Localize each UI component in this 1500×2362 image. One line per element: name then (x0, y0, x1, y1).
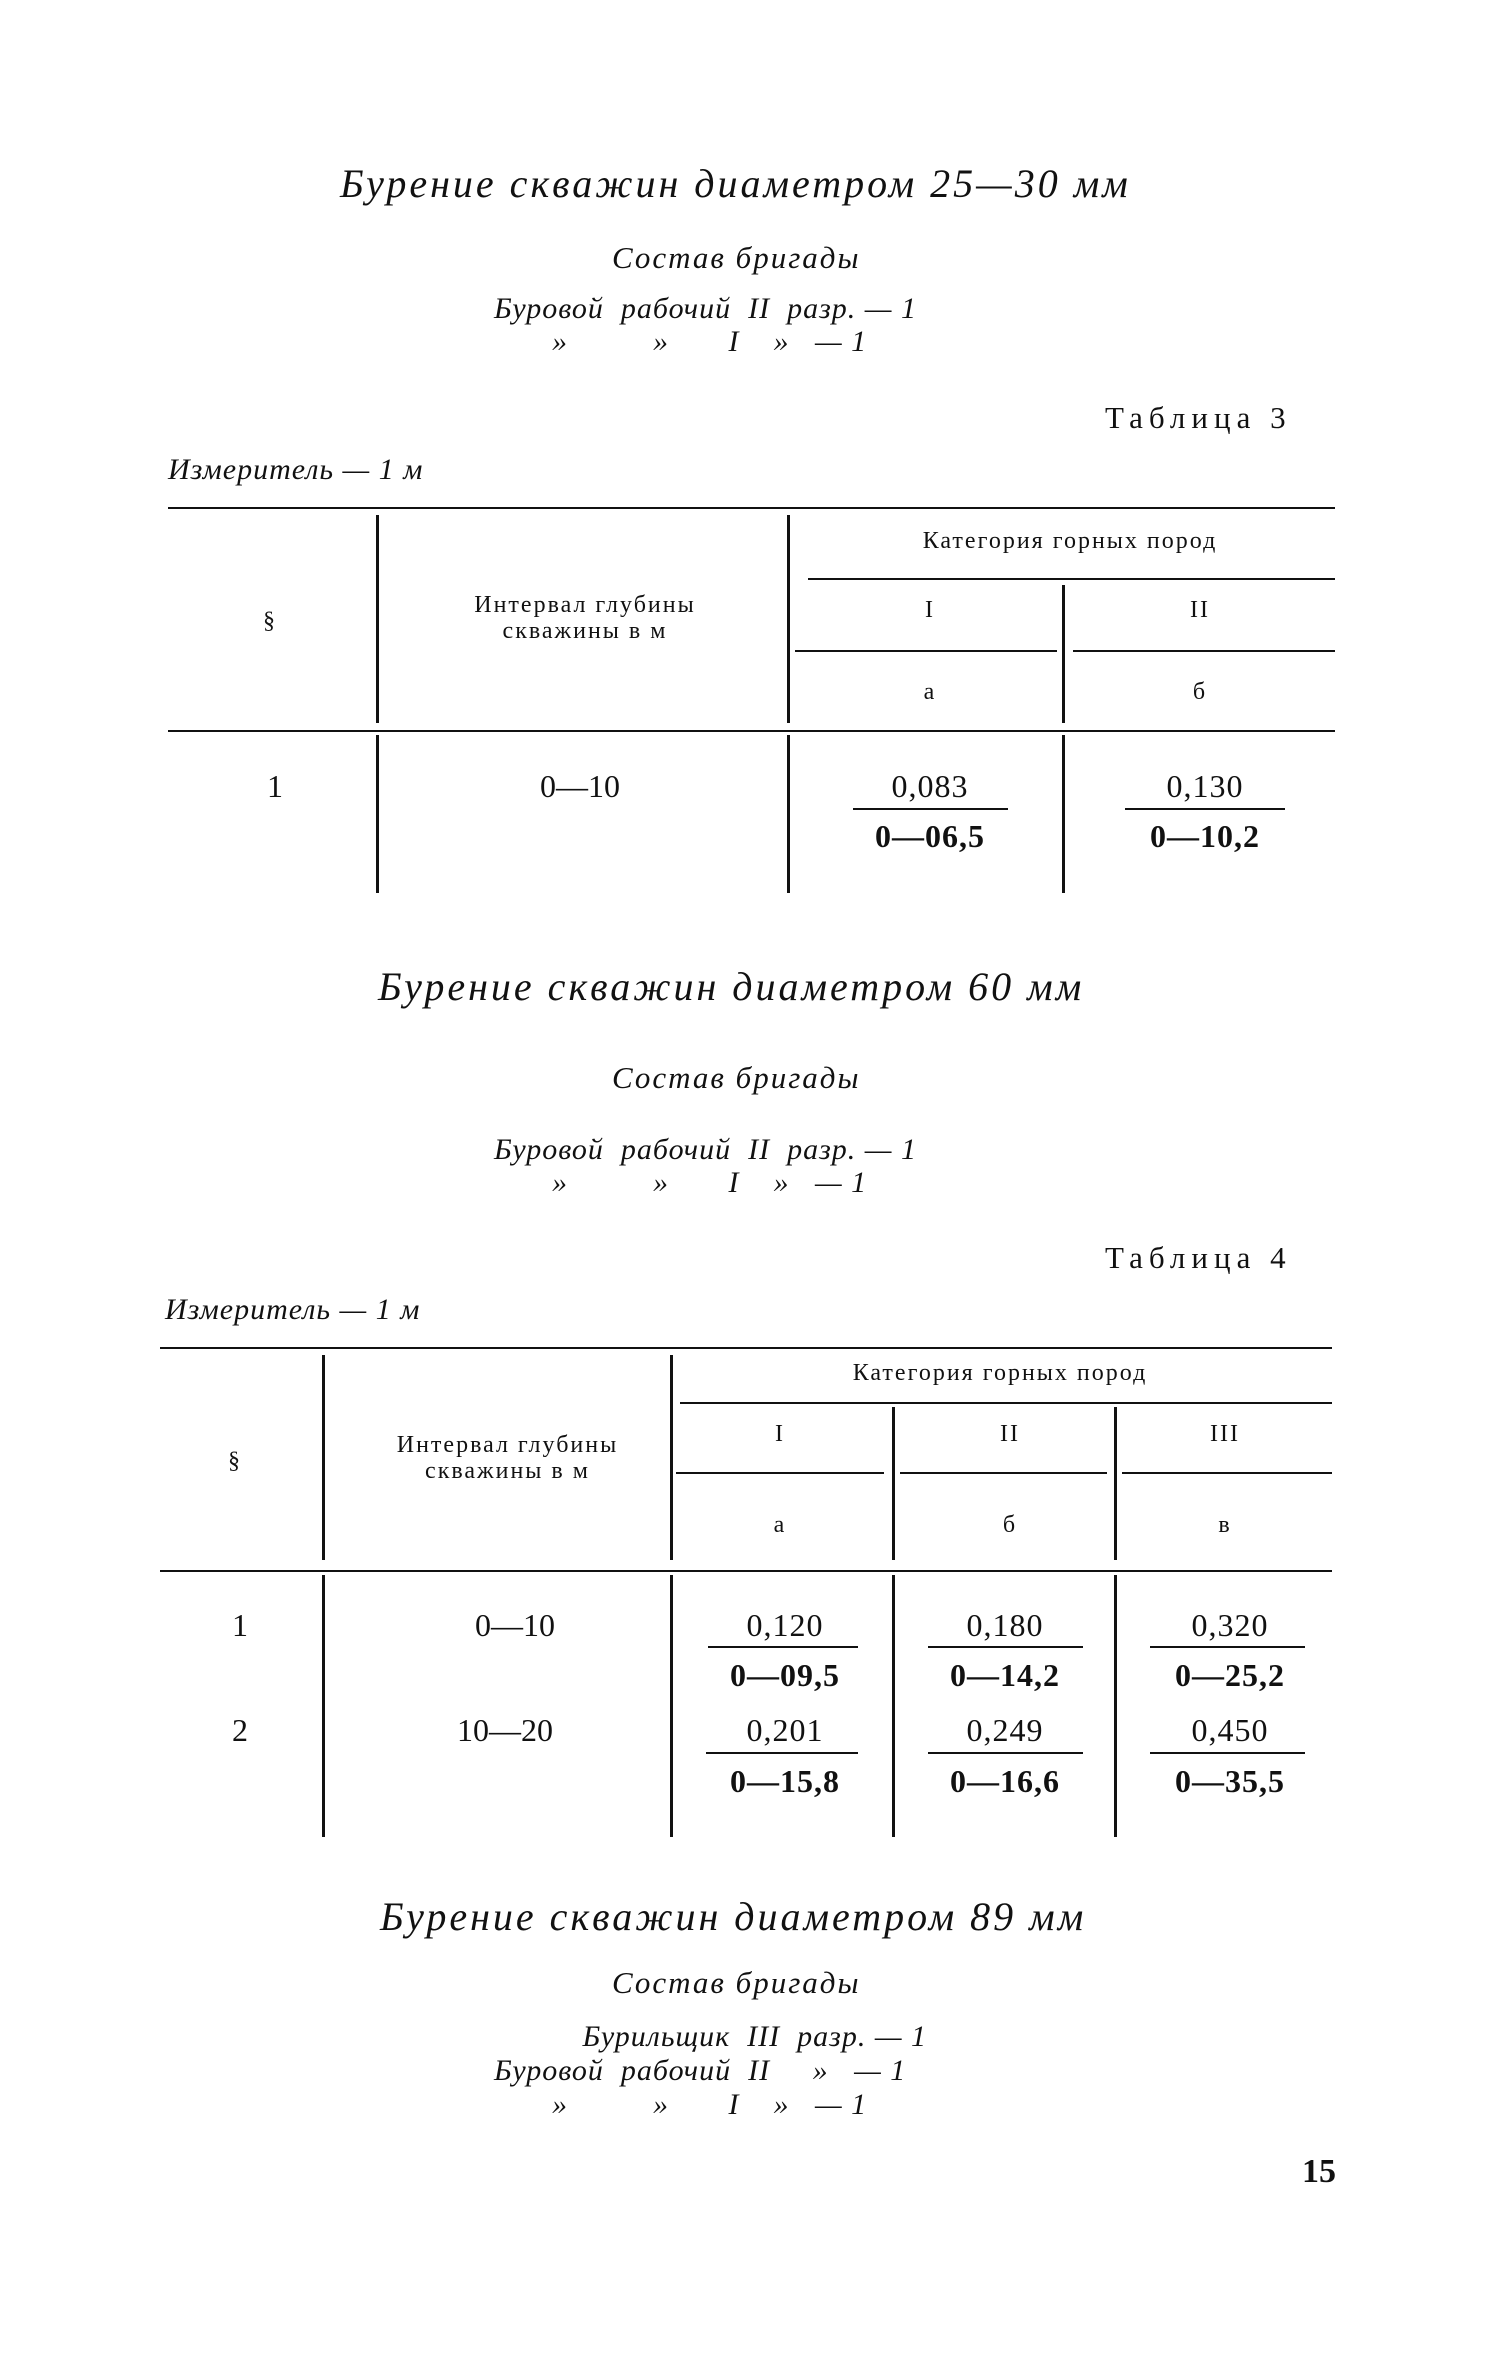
section1-crew-line-1: Буровой рабочий II разр. — 1 (494, 292, 917, 325)
table-rule (376, 735, 379, 893)
table-cell-value-bottom: 0—25,2 (1175, 1657, 1285, 1693)
table-cell-value-bottom: 0—14,2 (950, 1657, 1060, 1693)
col-section-header: § (263, 608, 277, 634)
table-rule (1114, 1407, 1117, 1560)
section1-table-label: Таблица 3 (1105, 400, 1292, 435)
table-cell-value-bottom: 0—35,5 (1175, 1763, 1285, 1799)
fraction-bar (1150, 1752, 1305, 1754)
table-rule (1073, 650, 1335, 652)
category-letter-a: а (923, 679, 937, 705)
table-rule (1114, 1575, 1117, 1837)
table-rule (670, 1575, 673, 1837)
section1-crew-heading: Состав бригады (612, 240, 861, 275)
table-cell-value-top: 0,130 (1166, 768, 1244, 804)
table-rule (676, 1472, 884, 1474)
table-rule (1122, 1472, 1332, 1474)
table-rule (670, 1355, 673, 1560)
section2-measure: Измеритель — 1 м (165, 1293, 421, 1326)
section3-crew-line-3: » » I » — 1 (552, 2088, 868, 2121)
category-i: I (925, 597, 935, 623)
table-rule (1062, 735, 1065, 893)
table-cell-section: 2 (232, 1712, 248, 1748)
category-header: Категория горных пород (852, 1360, 1148, 1386)
table-cell-section: 1 (232, 1607, 248, 1643)
section2-table-label: Таблица 4 (1105, 1240, 1292, 1275)
category-letter-b: б (1192, 679, 1208, 705)
section3-title: Бурение скважин диаметром 89 мм (380, 1894, 1087, 1939)
section3-crew-line-2: Буровой рабочий II » — 1 (494, 2054, 907, 2087)
table-rule (1062, 585, 1065, 723)
table-rule (787, 735, 790, 893)
table-cell-value-top: 0,083 (891, 768, 969, 804)
page-number: 15 (1302, 2153, 1336, 2190)
section2-title: Бурение скважин диаметром 60 мм (378, 964, 1085, 1009)
fraction-bar (706, 1752, 858, 1754)
fraction-bar (853, 808, 1008, 810)
section3-crew-heading: Состав бригады (612, 1965, 861, 2000)
table-rule (900, 1472, 1107, 1474)
section2-crew-line-2: » » I » — 1 (552, 1166, 868, 1199)
col-section-header: § (228, 1448, 242, 1474)
table-cell-value-bottom: 0—06,5 (875, 818, 985, 854)
table-cell-value-top: 0,450 (1191, 1712, 1269, 1748)
table-cell-value-top: 0,120 (746, 1607, 824, 1643)
table-rule (680, 1402, 1332, 1404)
table-cell-value-bottom: 0—16,6 (950, 1763, 1060, 1799)
table-rule (795, 650, 1057, 652)
col-interval-header-line-2: скважины в м (425, 1458, 590, 1484)
table-cell-value-bottom: 0—09,5 (730, 1657, 840, 1693)
category-letter-b: б (1002, 1512, 1018, 1538)
fraction-bar (1150, 1646, 1305, 1648)
col-interval-header-line-1: Интервал глубины (396, 1432, 619, 1458)
fraction-bar (928, 1752, 1083, 1754)
table-cell-interval: 0—10 (540, 768, 620, 804)
category-i: I (775, 1421, 785, 1447)
table-cell-value-bottom: 0—15,8 (730, 1763, 840, 1799)
table-rule (892, 1575, 895, 1837)
section3-crew-line-1: Бурильщик III разр. — 1 (540, 2020, 928, 2053)
category-ii: II (1000, 1421, 1020, 1447)
table-cell-value-bottom: 0—10,2 (1150, 818, 1260, 854)
section2-crew-heading: Состав бригады (612, 1060, 861, 1095)
fraction-bar (928, 1646, 1083, 1648)
table-cell-interval: 10—20 (457, 1712, 553, 1748)
fraction-bar (708, 1646, 858, 1648)
table-rule (808, 578, 1335, 580)
category-header: Категория горных пород (922, 528, 1218, 554)
col-interval-header-line-2: скважины в м (502, 618, 668, 644)
section1-crew-line-2: » » I » — 1 (552, 325, 868, 358)
section1-measure: Измеритель — 1 м (168, 453, 424, 486)
table-rule (376, 515, 379, 723)
table-rule (892, 1407, 895, 1560)
category-letter-a: а (773, 1512, 787, 1538)
table-rule (322, 1355, 325, 1560)
section1-title: Бурение скважин диаметром 25—30 мм (340, 161, 1131, 206)
table-rule (168, 730, 1335, 732)
table-rule (787, 515, 790, 723)
category-letter-v: в (1218, 1512, 1232, 1538)
table-rule (160, 1347, 1332, 1349)
table-cell-value-top: 0,249 (966, 1712, 1044, 1748)
table-cell-value-top: 0,201 (746, 1712, 824, 1748)
table-cell-section: 1 (267, 768, 283, 804)
table-rule (168, 507, 1335, 509)
category-ii: II (1190, 597, 1210, 623)
table-rule (160, 1570, 1332, 1572)
table-cell-value-top: 0,180 (966, 1607, 1044, 1643)
table-cell-interval: 0—10 (475, 1607, 555, 1643)
fraction-bar (1125, 808, 1285, 810)
section2-crew-line-1: Буровой рабочий II разр. — 1 (494, 1133, 917, 1166)
category-iii: III (1210, 1421, 1240, 1447)
table-cell-value-top: 0,320 (1191, 1607, 1269, 1643)
table-rule (322, 1575, 325, 1837)
col-interval-header-line-1: Интервал глубины (474, 592, 696, 618)
